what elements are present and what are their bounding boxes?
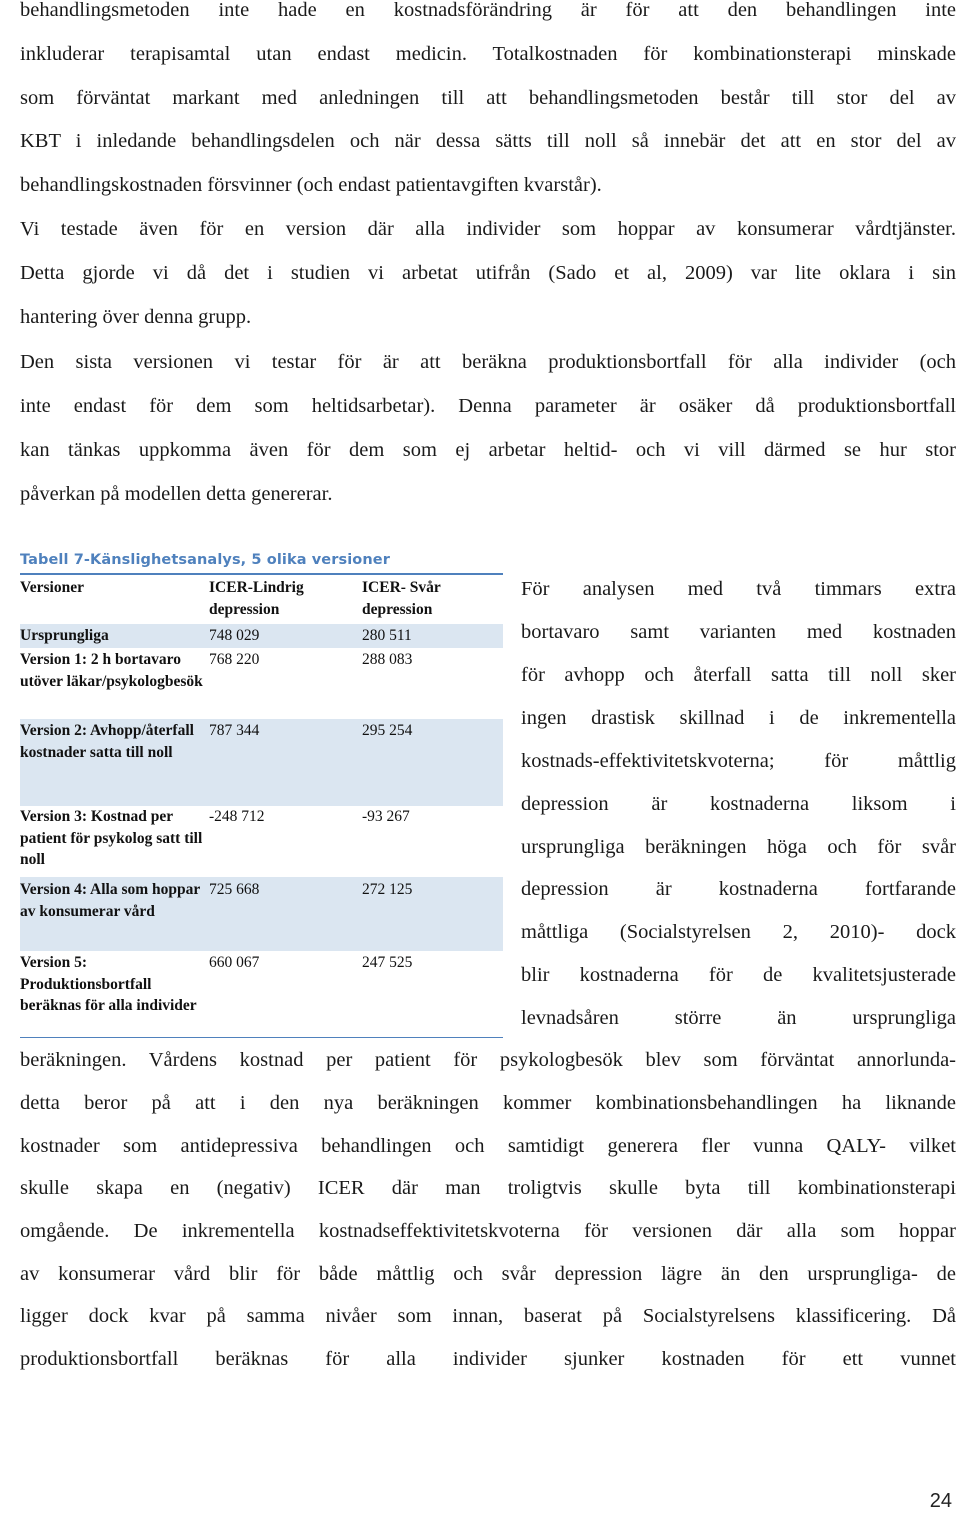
row-icer-mild: 725 668 [209,881,260,898]
text-line: inkluderar terapisamtal utan endast medicin. Totalkostnaden för kombinationsterapi minskade [20,43,956,65]
text-line: detta beror på att i den nya beräkningen kommer kombinationsbehandlingen ha liknande [20,1092,956,1114]
text-line: levnadsåren större än ursprungliga [521,1007,956,1029]
text-line: inte endast för dem som heltidsarbetar). Denna parameter är osäker då produktionsbortfall [20,395,956,417]
table-row [20,648,503,719]
row-icer-severe: 280 511 [362,627,412,644]
text-line: av konsumerar vård blir för både måttlig och svår depression lägre än den ursprungliga- de [20,1263,956,1285]
text-line: måttliga (Socialstyrelsen 2, 2010)- dock [521,921,956,943]
text-line: Vi testade även för en version där alla individer som hoppar av konsumerar vårdtjänster. [20,218,956,240]
row-icer-mild: 768 220 [209,651,260,668]
text-line: ursprungliga beräkningen höga och för svår [521,836,956,858]
row-icer-severe: 288 083 [362,651,413,668]
text-line: För analysen med två timmars extra [521,578,956,600]
table-row [20,877,503,951]
text-line: för avhopp och återfall satta till noll sker [521,664,956,686]
text-line: ligger dock kvar på samma nivåer som innan, baserat på Socialstyrelsens klassificering. Då [20,1305,956,1327]
table-row [20,951,503,1037]
text-line: kan tänkas uppkomma även för dem som ej arbetar heltid- och vi vill därmed se hur stor [20,439,956,461]
text-line: depression är kostnaderna liksom i [521,793,956,815]
caption-rule [20,573,503,575]
header-versions: Versioner [20,579,84,596]
page-number: 24 [929,1490,952,1512]
row-icer-severe: 295 254 [362,722,413,739]
table-row [20,624,503,648]
table-header-row [20,577,503,623]
row-label: Version 3: Kostnad per patient för psykolog satt till noll [20,808,203,868]
table-row [20,806,503,877]
row-label: Version 4: Alla som hoppar av konsumerar vård [20,881,201,920]
text-line: ingen drastisk skillnad i de inkrementella [521,707,956,729]
header-icer-severe: ICER- Svår depression [362,579,441,618]
row-icer-severe: 272 125 [362,881,413,898]
text-line: beräkningen. Vårdens kostnad per patient för psykologbesök blev som förväntat annorlunda- [20,1049,956,1071]
row-label: Version 5: Produktionsbortfall beräknas för alla individer [20,954,197,1014]
row-icer-mild: -248 712 [209,808,265,825]
text-line: blir kostnaderna för de kvalitetsjusterade [521,964,956,986]
row-label: Ursprungliga [20,627,109,644]
text-line: KBT i inledande behandlingsdelen och när dessa sätts till noll så innebär det att en stor del av [20,130,956,152]
table-bottom-rule [20,1037,503,1038]
text-line: depression är kostnaderna fortfarande [521,878,956,900]
text-line: behandlingskostnaden försvinner (och endast patientavgiften kvarstår). [20,174,602,196]
row-icer-severe: 247 525 [362,954,413,971]
text-line: behandlingsmetoden inte hade en kostnadsförändring är för att den behandlingen inte [20,0,956,21]
text-line: hantering över denna grupp. [20,306,252,328]
text-line: produktionsbortfall beräknas för alla individer sjunker kostnaden för ett vunnet [20,1348,956,1370]
row-icer-mild: 787 344 [209,722,260,739]
text-line: bortavaro samt varianten med kostnaden [521,621,956,643]
table-row [20,719,503,806]
table-caption: Tabell 7-Känslighetsanalys, 5 olika versioner [20,552,390,568]
text-line: kostnads-effektivitetskvoterna; för måttlig [521,750,956,772]
text-line: som förväntat markant med anledningen till att behandlingsmetoden består till stor del av [20,87,956,109]
row-label: Version 1: 2 h bortavaro utöver läkar/psykologbesök [20,651,203,690]
text-line: Detta gjorde vi då det i studien vi arbetat utifrån (Sado et al, 2009) var lite oklara i sin [20,262,956,284]
text-line: skulle skapa en (negativ) ICER där man troligtvis skulle byta till kombinationsterapi [20,1177,956,1199]
text-line: omgående. De inkrementella kostnadseffektivitetskvoterna för versionen där alla som hoppar [20,1220,956,1242]
row-icer-severe: -93 267 [362,808,410,825]
text-line: påverkan på modellen detta genererar. [20,483,333,505]
text-line: Den sista versionen vi testar för är att beräkna produktionsbortfall för alla individer (och [20,351,956,373]
header-icer-mild: ICER-Lindrig depression [209,579,304,618]
row-icer-mild: 748 029 [209,627,260,644]
text-line: kostnader som antidepressiva behandlingen och samtidigt generera fler vunna QALY- vilket [20,1135,956,1157]
row-icer-mild: 660 067 [209,954,260,971]
row-label: Version 2: Avhopp/återfall kostnader satta till noll [20,722,194,761]
